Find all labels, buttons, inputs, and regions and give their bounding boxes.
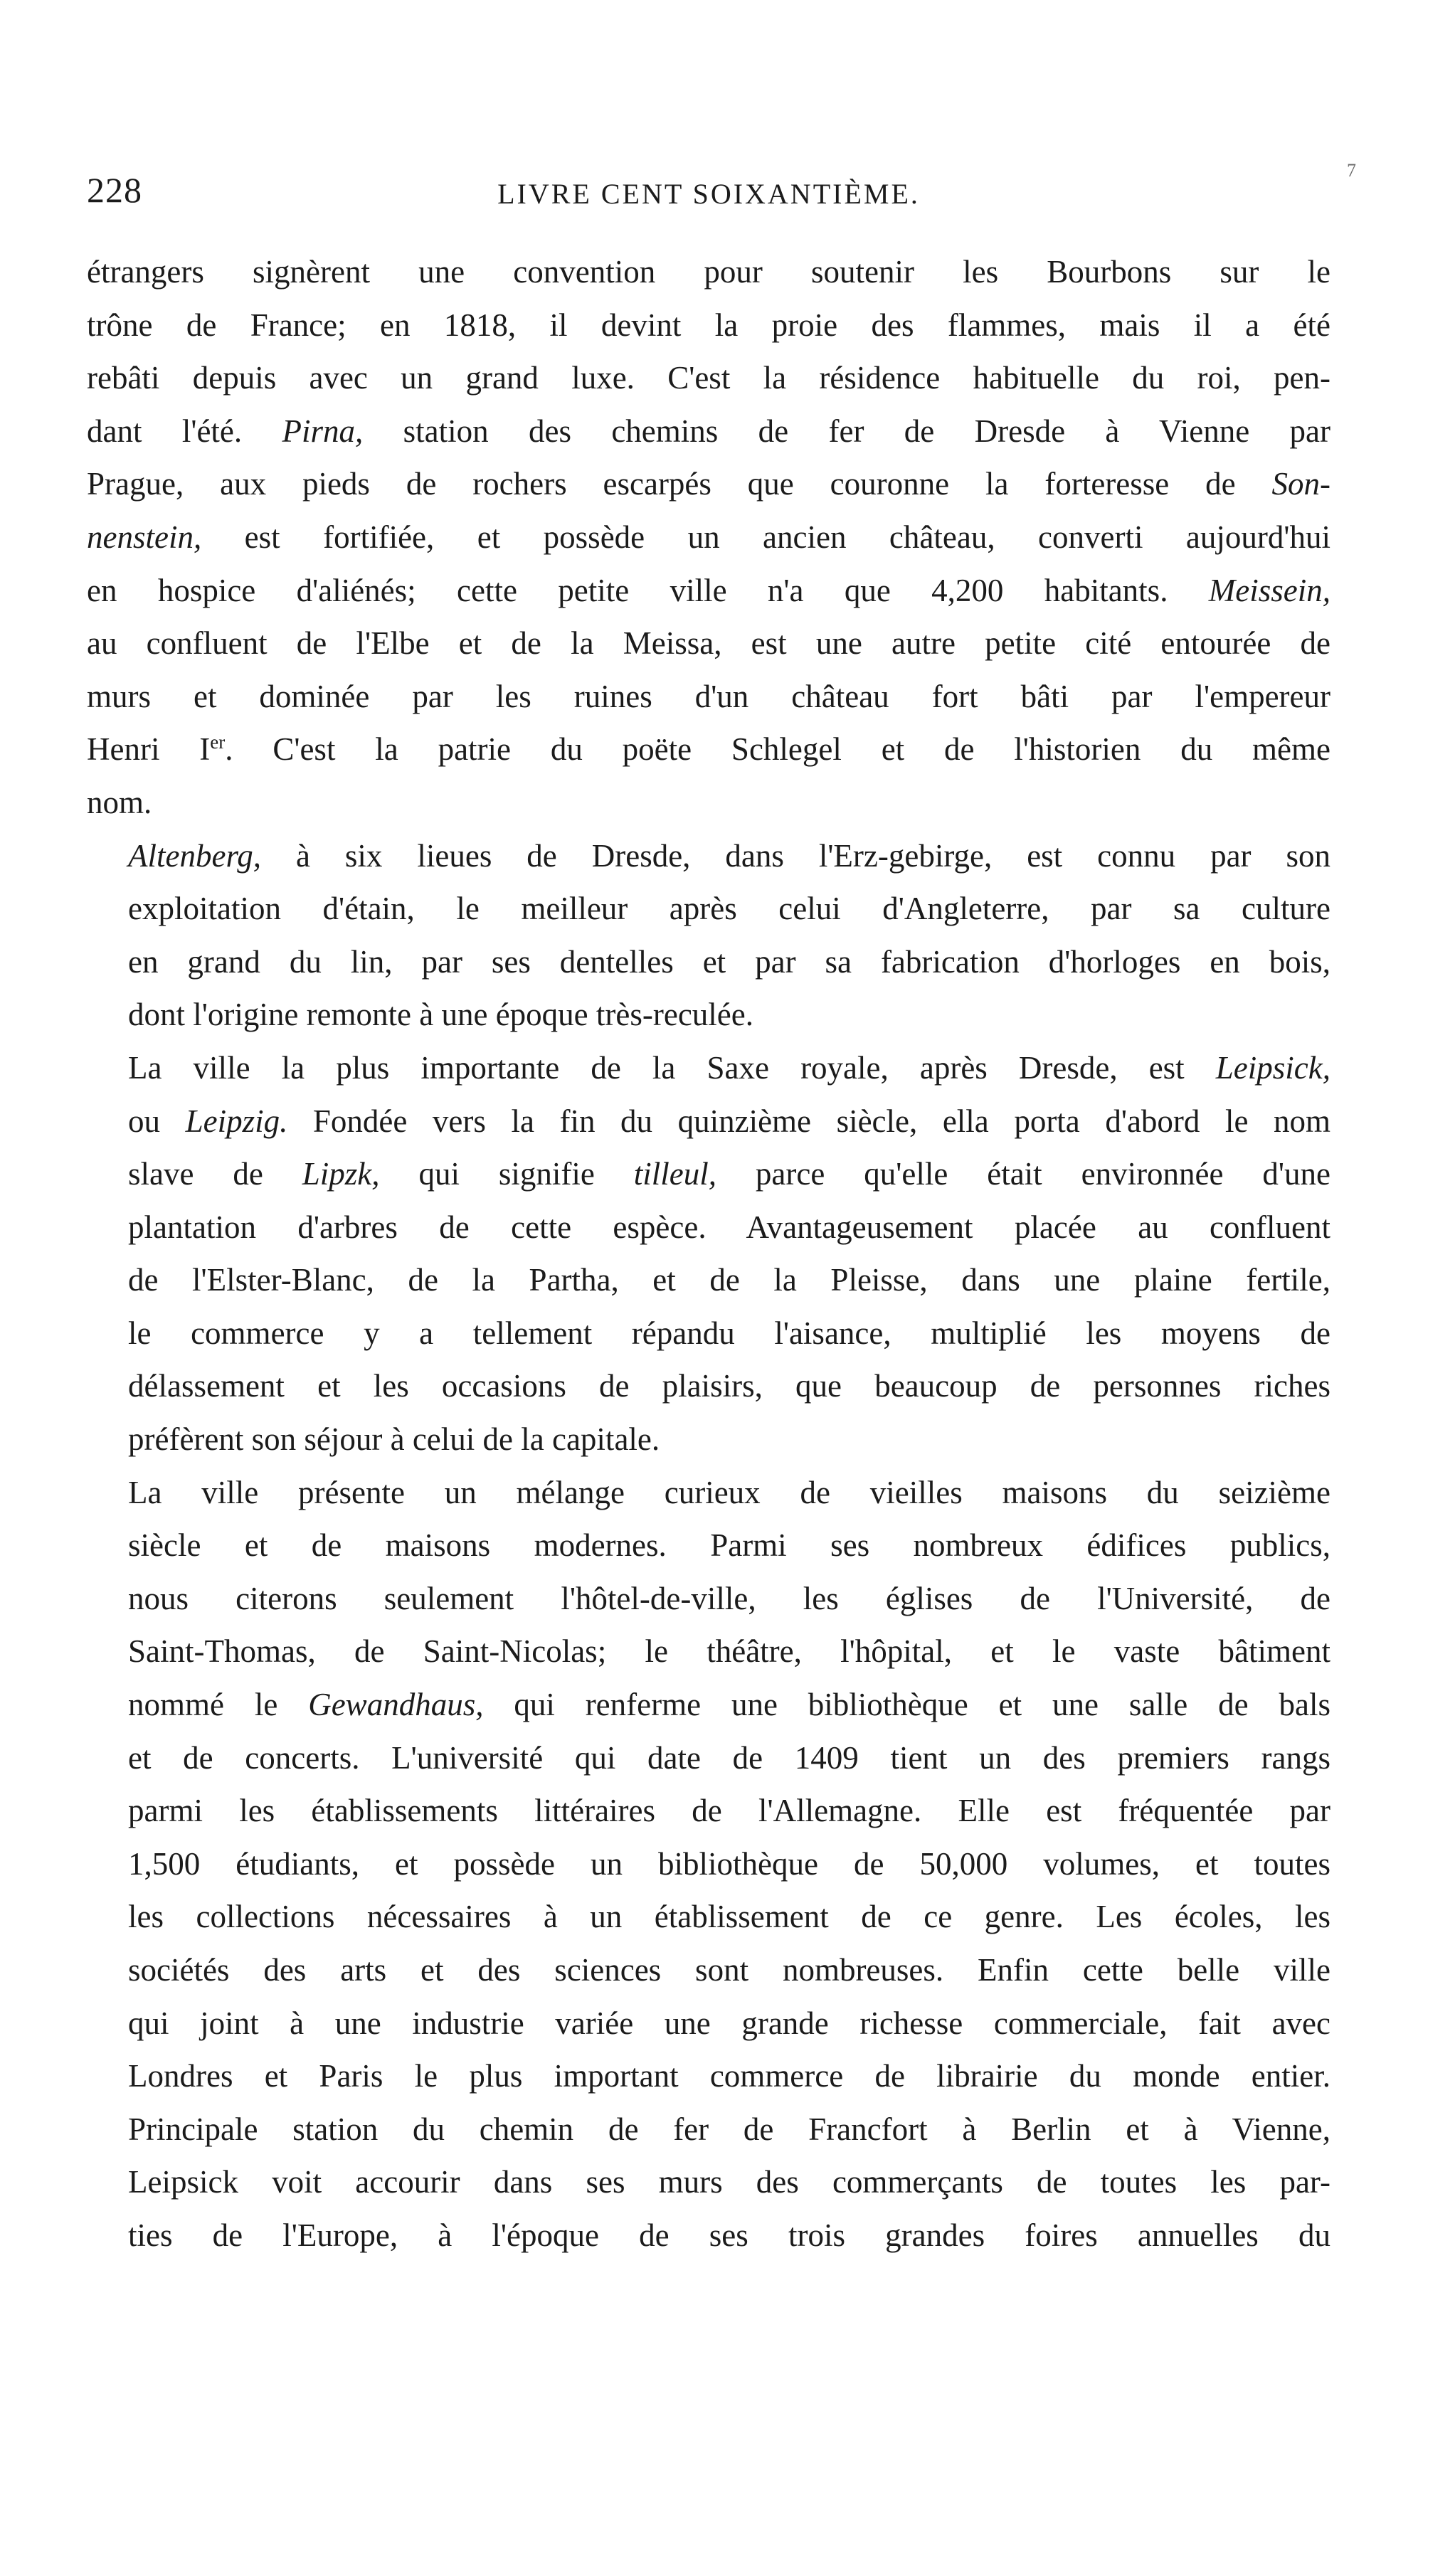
text-line	[87, 351, 1330, 405]
italic-term: Lipzk,	[302, 1156, 380, 1192]
italic-term: Altenberg,	[128, 837, 262, 874]
text-line	[87, 1625, 1330, 1678]
text-run: est fortifiée, et possède un ancien château, converti aujourd'hui	[201, 519, 1330, 555]
text-run: . C'est la patrie du poëte Schlegel et de l'historien du même	[225, 731, 1330, 768]
text-line	[87, 1466, 1330, 1520]
text-line	[87, 457, 1330, 511]
text-line	[87, 1784, 1330, 1838]
text-run: Leipsick voit accourir dans ses murs des commerçants de toutes les par-	[128, 2164, 1330, 2200]
running-head	[87, 165, 1330, 215]
text-line	[87, 511, 1330, 564]
text-line	[87, 882, 1330, 935]
text-run: exploitation d'étain, le meilleur après celui d'Angleterre, par sa culture	[128, 891, 1330, 927]
italic-term: Son-	[1271, 466, 1330, 502]
text-run: étrangers signèrent une convention pour soutenir les Bourbons sur le	[87, 254, 1330, 290]
italic-term: Meissein,	[1208, 572, 1330, 608]
text-line	[87, 935, 1330, 989]
paragraph	[87, 829, 1330, 1041]
text-run: Prague, aux pieds de rochers escarpés que couronne la forteresse de	[87, 466, 1272, 502]
text-run: Fondée vers la fin du quinzième siècle, ella porta d'abord le nom	[287, 1103, 1330, 1139]
text-line	[87, 2103, 1330, 2156]
text-line	[87, 829, 1330, 883]
italic-term: tilleul,	[633, 1156, 717, 1192]
text-run: Principale station du chemin de fer de Francfort à Berlin et à Vienne,	[128, 2111, 1330, 2147]
text-line	[87, 1572, 1330, 1626]
text-line	[87, 1678, 1330, 1732]
text-run: station des chemins de fer de Dresde à Vienne par	[363, 413, 1330, 449]
italic-term: Gewandhaus,	[308, 1687, 484, 1723]
text-line	[87, 1253, 1330, 1307]
text-line	[87, 1519, 1330, 1572]
text-run: slave de	[128, 1156, 302, 1192]
text-run: le commerce y a tellement répandu l'aisance, multiplié les moyens de	[128, 1315, 1330, 1351]
text-line	[87, 2209, 1330, 2262]
text-line	[87, 1890, 1330, 1944]
text-line	[87, 2050, 1330, 2103]
text-run: parce qu'elle était environnée d'une	[716, 1156, 1330, 1192]
text-line	[87, 1997, 1330, 2050]
text-run: sociétés des arts et des sciences sont nombreuses. Enfin cette belle ville	[128, 1952, 1330, 1988]
italic-term: nenstein,	[87, 519, 202, 555]
text-run: ties de l'Europe, à l'époque de ses trois grandes foires annuelles du	[128, 2217, 1330, 2253]
paragraph	[87, 245, 1330, 829]
text-run: préfèrent son séjour à celui de la capitale.	[128, 1421, 660, 1458]
text-run: de l'Elster-Blanc, de la Partha, et de la Pleisse, dans une plaine fertile,	[128, 1262, 1330, 1298]
text-run: en hospice d'aliénés; cette petite ville n'a que 4,200 habitants.	[87, 572, 1209, 608]
text-line	[87, 670, 1330, 723]
body-text	[87, 245, 1330, 2262]
running-title: LIVRE CENT SOIXANTIÈME.	[497, 178, 920, 210]
text-run: et de concerts. L'université qui date de 1409 tient un des premiers rangs	[128, 1739, 1330, 1776]
page-number: 228	[87, 170, 142, 210]
text-line	[87, 564, 1330, 618]
text-line	[87, 1201, 1330, 1254]
text-run: nom.	[87, 784, 152, 820]
text-run: rebâti depuis avec un grand luxe. C'est la résidence habituelle du roi, pen-	[87, 360, 1330, 396]
paragraph	[87, 1466, 1330, 2262]
text-run: nous citerons seulement l'hôtel-de-ville, les églises de l'Université, de	[128, 1580, 1330, 1616]
text-run: au confluent de l'Elbe et de la Meissa, est une autre petite cité entourée de	[87, 625, 1330, 662]
text-run: murs et dominée par les ruines d'un château fort bâti par l'empereur	[87, 678, 1330, 714]
text-line	[87, 617, 1330, 670]
text-run: La ville présente un mélange curieux de vieilles maisons du seizième	[128, 1474, 1330, 1510]
text-run: 1,500 étudiants, et possède un bibliothèque de 50,000 volumes, et toutes	[128, 1845, 1330, 1882]
text-line	[87, 1838, 1330, 1891]
text-line	[87, 723, 1330, 776]
text-line	[87, 1095, 1330, 1148]
text-run: nommé le	[128, 1687, 309, 1723]
text-line	[87, 1944, 1330, 1997]
text-run: siècle et de maisons modernes. Parmi ses nombreux édifices publics,	[128, 1527, 1330, 1564]
italic-term: Pirna,	[282, 413, 364, 449]
text-run: à six lieues de Dresde, dans l'Erz-gebirge, est connu par son	[261, 837, 1330, 874]
text-run: Henri I	[87, 731, 211, 768]
italic-term: Leipsick,	[1215, 1049, 1330, 1086]
text-line	[87, 1359, 1330, 1413]
text-run: en grand du lin, par ses dentelles et par sa fabrication d'horloges en bois,	[128, 943, 1330, 980]
text-run: dant l'été.	[87, 413, 282, 449]
text-line	[87, 405, 1330, 458]
text-line	[87, 1041, 1330, 1095]
text-run: trône de France; en 1818, il devint la proie des flammes, mais il a été	[87, 307, 1330, 343]
text-line	[87, 776, 1330, 829]
margin-mark: 7	[1347, 160, 1356, 181]
text-run: La ville la plus importante de la Saxe royale, après Dresde, est	[128, 1049, 1216, 1086]
text-line	[87, 299, 1330, 352]
text-run: Saint-Thomas, de Saint-Nicolas; le théâtre, l'hôpital, et le vaste bâtiment	[128, 1633, 1330, 1670]
text-line	[87, 1307, 1330, 1360]
text-run: qui renferme une bibliothèque et une salle de bals	[483, 1687, 1330, 1723]
superscript: er	[210, 731, 226, 753]
text-run: dont l'origine remonte à une époque très-reculée.	[128, 997, 753, 1033]
text-line	[87, 988, 1330, 1041]
italic-term: Leipzig.	[185, 1103, 288, 1139]
text-run: parmi les établissements littéraires de l'Allemagne. Elle est fréquentée par	[128, 1793, 1330, 1829]
text-line	[87, 245, 1330, 299]
paragraph	[87, 1041, 1330, 1466]
text-run: qui signifie	[379, 1156, 634, 1192]
text-line	[87, 1413, 1330, 1466]
text-run: ou	[128, 1103, 186, 1139]
text-line	[87, 2156, 1330, 2209]
text-run: Londres et Paris le plus important commerce de librairie du monde entier.	[128, 2058, 1330, 2094]
text-run: les collections nécessaires à un établissement de ce genre. Les écoles, les	[128, 1899, 1330, 1935]
text-line	[87, 1147, 1330, 1201]
text-line	[87, 1732, 1330, 1785]
text-run: délassement et les occasions de plaisirs, que beaucoup de personnes riches	[128, 1368, 1330, 1404]
text-run: qui joint à une industrie variée une grande richesse commerciale, fait avec	[128, 2005, 1330, 2041]
text-run: plantation d'arbres de cette espèce. Avantageusement placée au confluent	[128, 1209, 1330, 1245]
